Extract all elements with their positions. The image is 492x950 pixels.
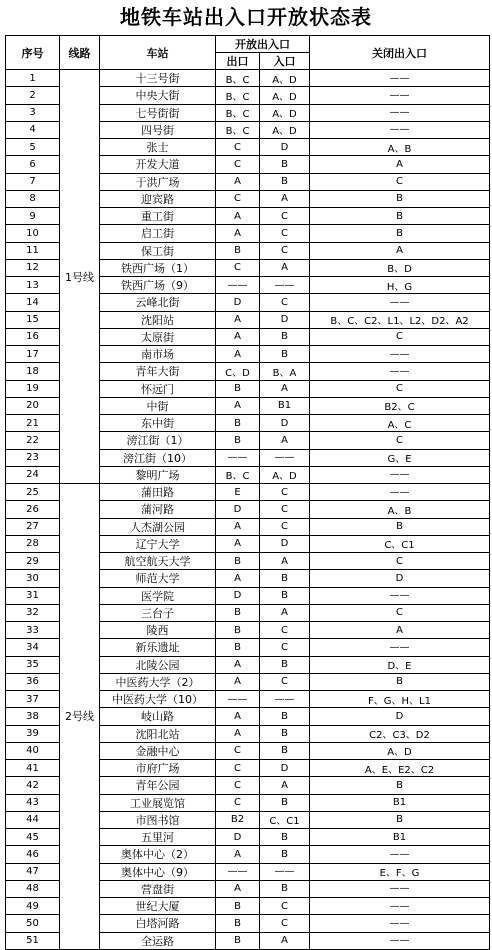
station-name: 工业展览馆 — [100, 794, 216, 811]
row-seq: 1 — [6, 70, 60, 87]
open-exit: —— — [216, 863, 260, 880]
line-name: 2号线 — [60, 484, 100, 950]
open-entrance: C — [260, 208, 310, 225]
row-seq: 39 — [6, 725, 60, 742]
station-name: 南市场 — [100, 346, 216, 363]
closed-exits: —— — [310, 915, 490, 932]
open-exit: A — [216, 208, 260, 225]
row-seq: 4 — [6, 121, 60, 138]
closed-exits: B — [310, 777, 490, 794]
open-exit: C — [216, 794, 260, 811]
row-seq: 7 — [6, 173, 60, 190]
station-name: 三台子 — [100, 604, 216, 621]
station-name: 航空航天大学 — [100, 553, 216, 570]
row-seq: 49 — [6, 898, 60, 915]
open-entrance: B — [260, 742, 310, 759]
station-name: 奥体中心（9） — [100, 863, 216, 880]
open-exit: A — [216, 328, 260, 345]
row-seq: 16 — [6, 328, 60, 345]
station-name: 保工街 — [100, 242, 216, 259]
table-row — [6, 70, 490, 87]
closed-exits: B — [310, 673, 490, 690]
open-exit: B、C — [216, 466, 260, 483]
open-entrance: D — [260, 535, 310, 552]
open-entrance: C — [260, 242, 310, 259]
station-name: 东中街 — [100, 415, 216, 432]
open-entrance: B — [260, 725, 310, 742]
closed-exits: B — [310, 208, 490, 225]
open-exit: A — [216, 346, 260, 363]
open-entrance: C — [260, 484, 310, 501]
open-exit: B — [216, 380, 260, 397]
closed-exits: B — [310, 811, 490, 828]
open-exit: A — [216, 570, 260, 587]
row-seq: 42 — [6, 777, 60, 794]
row-seq: 14 — [6, 294, 60, 311]
closed-exits: C — [310, 380, 490, 397]
row-seq: 21 — [6, 415, 60, 432]
row-seq: 8 — [6, 190, 60, 207]
open-exit: A — [216, 397, 260, 414]
open-entrance: C — [260, 622, 310, 639]
closed-exits: —— — [310, 898, 490, 915]
row-seq: 40 — [6, 742, 60, 759]
row-seq: 10 — [6, 225, 60, 242]
station-name: 青年公园 — [100, 777, 216, 794]
closed-exits: —— — [310, 121, 490, 138]
open-entrance: B — [260, 156, 310, 173]
open-entrance: B — [260, 328, 310, 345]
closed-exits: —— — [310, 484, 490, 501]
closed-exits: B — [310, 225, 490, 242]
closed-exits: C — [310, 432, 490, 449]
closed-exits: C — [310, 553, 490, 570]
row-seq: 15 — [6, 311, 60, 328]
open-entrance: A、D — [260, 87, 310, 104]
row-seq: 50 — [6, 915, 60, 932]
station-name: 中医药大学（2） — [100, 673, 216, 690]
open-exit: B、C — [216, 87, 260, 104]
open-entrance: D — [260, 139, 310, 156]
open-exit: D — [216, 501, 260, 518]
station-name: 重工街 — [100, 208, 216, 225]
station-name: 怀远门 — [100, 380, 216, 397]
station-name: 青年大街 — [100, 363, 216, 380]
closed-exits: F、G、H、L1 — [310, 691, 490, 708]
closed-exits: A、B — [310, 139, 490, 156]
closed-exits: A、B — [310, 501, 490, 518]
station-name: 云峰北街 — [100, 294, 216, 311]
open-entrance: A — [260, 932, 310, 949]
open-entrance: B — [260, 708, 310, 725]
open-entrance: B — [260, 587, 310, 604]
open-exit: C、D — [216, 363, 260, 380]
open-exit: A — [216, 311, 260, 328]
station-name: 迎宾路 — [100, 190, 216, 207]
row-seq: 45 — [6, 829, 60, 846]
closed-exits: —— — [310, 70, 490, 87]
header-open: 开放出入口 — [216, 36, 310, 53]
open-exit: A — [216, 535, 260, 552]
open-entrance: A — [260, 190, 310, 207]
station-name: 沈阳北站 — [100, 725, 216, 742]
open-exit: A — [216, 880, 260, 897]
open-exit: C — [216, 190, 260, 207]
open-exit: A — [216, 846, 260, 863]
closed-exits: B — [310, 190, 490, 207]
closed-exits: —— — [310, 846, 490, 863]
open-entrance: A、D — [260, 104, 310, 121]
station-name: 张士 — [100, 139, 216, 156]
header-station: 车站 — [100, 36, 216, 70]
open-entrance: B — [260, 173, 310, 190]
row-seq: 19 — [6, 380, 60, 397]
open-exit: —— — [216, 691, 260, 708]
open-entrance: —— — [260, 863, 310, 880]
closed-exits: B1 — [310, 794, 490, 811]
row-seq: 24 — [6, 466, 60, 483]
table-row — [6, 484, 490, 501]
open-entrance: D — [260, 760, 310, 777]
open-exit: D — [216, 294, 260, 311]
closed-exits: D、E — [310, 656, 490, 673]
row-seq: 20 — [6, 397, 60, 414]
row-seq: 34 — [6, 639, 60, 656]
row-seq: 2 — [6, 87, 60, 104]
closed-exits: —— — [310, 880, 490, 897]
row-seq: 12 — [6, 259, 60, 276]
open-exit: B — [216, 915, 260, 932]
station-name: 太原街 — [100, 328, 216, 345]
closed-exits: A — [310, 622, 490, 639]
station-name: 金融中心 — [100, 742, 216, 759]
open-entrance: C — [260, 501, 310, 518]
closed-exits: G、E — [310, 449, 490, 466]
open-entrance: B — [260, 346, 310, 363]
closed-exits: A、D — [310, 742, 490, 759]
open-exit: A — [216, 725, 260, 742]
open-entrance: C — [260, 518, 310, 535]
closed-exits: A — [310, 156, 490, 173]
row-seq: 27 — [6, 518, 60, 535]
open-exit: C — [216, 760, 260, 777]
open-entrance: B — [260, 794, 310, 811]
row-seq: 46 — [6, 846, 60, 863]
closed-exits: —— — [310, 104, 490, 121]
station-name: 铁西广场（1） — [100, 259, 216, 276]
row-seq: 30 — [6, 570, 60, 587]
open-entrance: A、D — [260, 70, 310, 87]
station-name: 五里河 — [100, 829, 216, 846]
row-seq: 36 — [6, 673, 60, 690]
closed-exits: C — [310, 328, 490, 345]
open-exit: B、C — [216, 121, 260, 138]
row-seq: 28 — [6, 535, 60, 552]
closed-exits: C — [310, 173, 490, 190]
open-exit: C — [216, 742, 260, 759]
closed-exits: B、C、C2、L1、L2、D2、A2 — [310, 311, 490, 328]
station-name: 北陵公园 — [100, 656, 216, 673]
row-seq: 3 — [6, 104, 60, 121]
row-seq: 32 — [6, 604, 60, 621]
closed-exits: —— — [310, 932, 490, 949]
closed-exits: —— — [310, 87, 490, 104]
station-name: 七号街街 — [100, 104, 216, 121]
station-name: 新乐遗址 — [100, 639, 216, 656]
open-entrance: —— — [260, 277, 310, 294]
station-name: 岐山路 — [100, 708, 216, 725]
closed-exits: —— — [310, 466, 490, 483]
closed-exits: B1 — [310, 829, 490, 846]
header-seq: 序号 — [6, 36, 60, 70]
open-exit: C — [216, 139, 260, 156]
row-seq: 48 — [6, 880, 60, 897]
closed-exits: C — [310, 604, 490, 621]
open-exit: B — [216, 553, 260, 570]
closed-exits: —— — [310, 346, 490, 363]
open-entrance: C — [260, 898, 310, 915]
open-exit: A — [216, 173, 260, 190]
closed-exits: C、C1 — [310, 535, 490, 552]
open-exit: B — [216, 932, 260, 949]
station-name: 启工街 — [100, 225, 216, 242]
station-name: 滂江街（1） — [100, 432, 216, 449]
station-name: 蒲河路 — [100, 501, 216, 518]
row-seq: 44 — [6, 811, 60, 828]
row-seq: 51 — [6, 932, 60, 949]
row-seq: 13 — [6, 277, 60, 294]
open-exit: B — [216, 639, 260, 656]
open-exit: A — [216, 708, 260, 725]
station-status-table — [5, 35, 490, 950]
row-seq: 9 — [6, 208, 60, 225]
station-name: 蒲田路 — [100, 484, 216, 501]
station-name: 中央大街 — [100, 87, 216, 104]
open-entrance: C、C1 — [260, 811, 310, 828]
open-entrance: C — [260, 915, 310, 932]
row-seq: 47 — [6, 863, 60, 880]
station-name: 中街 — [100, 397, 216, 414]
station-name: 沈阳站 — [100, 311, 216, 328]
open-entrance: B — [260, 829, 310, 846]
row-seq: 11 — [6, 242, 60, 259]
open-exit: —— — [216, 449, 260, 466]
closed-exits: —— — [310, 294, 490, 311]
station-name: 中医药大学（10） — [100, 691, 216, 708]
open-entrance: A — [260, 432, 310, 449]
open-entrance: —— — [260, 449, 310, 466]
open-entrance: C — [260, 225, 310, 242]
row-seq: 18 — [6, 363, 60, 380]
row-seq: 35 — [6, 656, 60, 673]
closed-exits: —— — [310, 587, 490, 604]
station-name: 陵西 — [100, 622, 216, 639]
open-entrance: C — [260, 639, 310, 656]
row-seq: 25 — [6, 484, 60, 501]
open-entrance: A — [260, 604, 310, 621]
open-entrance: D — [260, 415, 310, 432]
open-entrance: B1 — [260, 397, 310, 414]
row-seq: 37 — [6, 691, 60, 708]
open-entrance: A、D — [260, 466, 310, 483]
row-seq: 26 — [6, 501, 60, 518]
open-entrance: A — [260, 259, 310, 276]
open-exit: C — [216, 777, 260, 794]
station-name: 黎明广场 — [100, 466, 216, 483]
station-name: 四号街 — [100, 121, 216, 138]
row-seq: 22 — [6, 432, 60, 449]
open-entrance: D — [260, 311, 310, 328]
row-seq: 31 — [6, 587, 60, 604]
closed-exits: D — [310, 570, 490, 587]
open-entrance: —— — [260, 691, 310, 708]
open-exit: B — [216, 898, 260, 915]
closed-exits: A、E、E2、C2 — [310, 760, 490, 777]
closed-exits: A — [310, 242, 490, 259]
header-exit: 出口 — [216, 53, 260, 70]
open-exit: B — [216, 604, 260, 621]
open-exit: D — [216, 587, 260, 604]
station-name: 营盘街 — [100, 880, 216, 897]
row-seq: 5 — [6, 139, 60, 156]
station-name: 于洪广场 — [100, 173, 216, 190]
row-seq: 17 — [6, 346, 60, 363]
open-entrance: C — [260, 294, 310, 311]
open-entrance: A — [260, 553, 310, 570]
open-entrance: B — [260, 846, 310, 863]
closed-exits: —— — [310, 639, 490, 656]
open-exit: B — [216, 415, 260, 432]
station-name: 全运路 — [100, 932, 216, 949]
open-entrance: B — [260, 880, 310, 897]
open-exit: B — [216, 242, 260, 259]
station-name: 师范大学 — [100, 570, 216, 587]
row-seq: 23 — [6, 449, 60, 466]
row-seq: 6 — [6, 156, 60, 173]
open-exit: —— — [216, 277, 260, 294]
closed-exits: D — [310, 708, 490, 725]
open-entrance: A、D — [260, 121, 310, 138]
open-exit: B、C — [216, 104, 260, 121]
station-name: 市府广场 — [100, 760, 216, 777]
open-exit: E — [216, 484, 260, 501]
station-name: 奥体中心（2） — [100, 846, 216, 863]
open-exit: B、C — [216, 70, 260, 87]
station-name: 人杰湖公园 — [100, 518, 216, 535]
station-name: 市图书馆 — [100, 811, 216, 828]
open-exit: D — [216, 829, 260, 846]
closed-exits: —— — [310, 363, 490, 380]
open-exit: A — [216, 656, 260, 673]
header-entrance: 入口 — [260, 53, 310, 70]
closed-exits: A、C — [310, 415, 490, 432]
station-name: 辽宁大学 — [100, 535, 216, 552]
closed-exits: B、D — [310, 259, 490, 276]
header-line: 线路 — [60, 36, 100, 70]
open-exit: B — [216, 622, 260, 639]
station-name: 铁西广场（9） — [100, 277, 216, 294]
open-entrance: B、A — [260, 363, 310, 380]
page-title: 地铁车站出入口开放状态表 — [120, 5, 372, 29]
row-seq: 41 — [6, 760, 60, 777]
closed-exits: B2、C — [310, 397, 490, 414]
station-name: 滂江街（10） — [100, 449, 216, 466]
open-entrance: A — [260, 380, 310, 397]
open-exit: A — [216, 673, 260, 690]
row-seq: 29 — [6, 553, 60, 570]
open-exit: C — [216, 156, 260, 173]
row-seq: 33 — [6, 622, 60, 639]
closed-exits: B — [310, 518, 490, 535]
open-exit: A — [216, 225, 260, 242]
open-entrance: C — [260, 673, 310, 690]
station-name: 十三号街 — [100, 70, 216, 87]
header-closed: 关闭出入口 — [310, 36, 490, 70]
open-entrance: B — [260, 656, 310, 673]
line-name: 1号线 — [60, 70, 100, 484]
open-entrance: B — [260, 570, 310, 587]
row-seq: 43 — [6, 794, 60, 811]
station-name: 医学院 — [100, 587, 216, 604]
station-name: 白塔河路 — [100, 915, 216, 932]
station-name: 开发大道 — [100, 156, 216, 173]
open-entrance: A — [260, 777, 310, 794]
open-exit: B2 — [216, 811, 260, 828]
row-seq: 38 — [6, 708, 60, 725]
open-exit: C — [216, 259, 260, 276]
open-exit: A — [216, 518, 260, 535]
open-exit: B — [216, 432, 260, 449]
station-name: 世纪大厦 — [100, 898, 216, 915]
closed-exits: E、F、G — [310, 863, 490, 880]
closed-exits: C2、C3、D2 — [310, 725, 490, 742]
closed-exits: H、G — [310, 277, 490, 294]
